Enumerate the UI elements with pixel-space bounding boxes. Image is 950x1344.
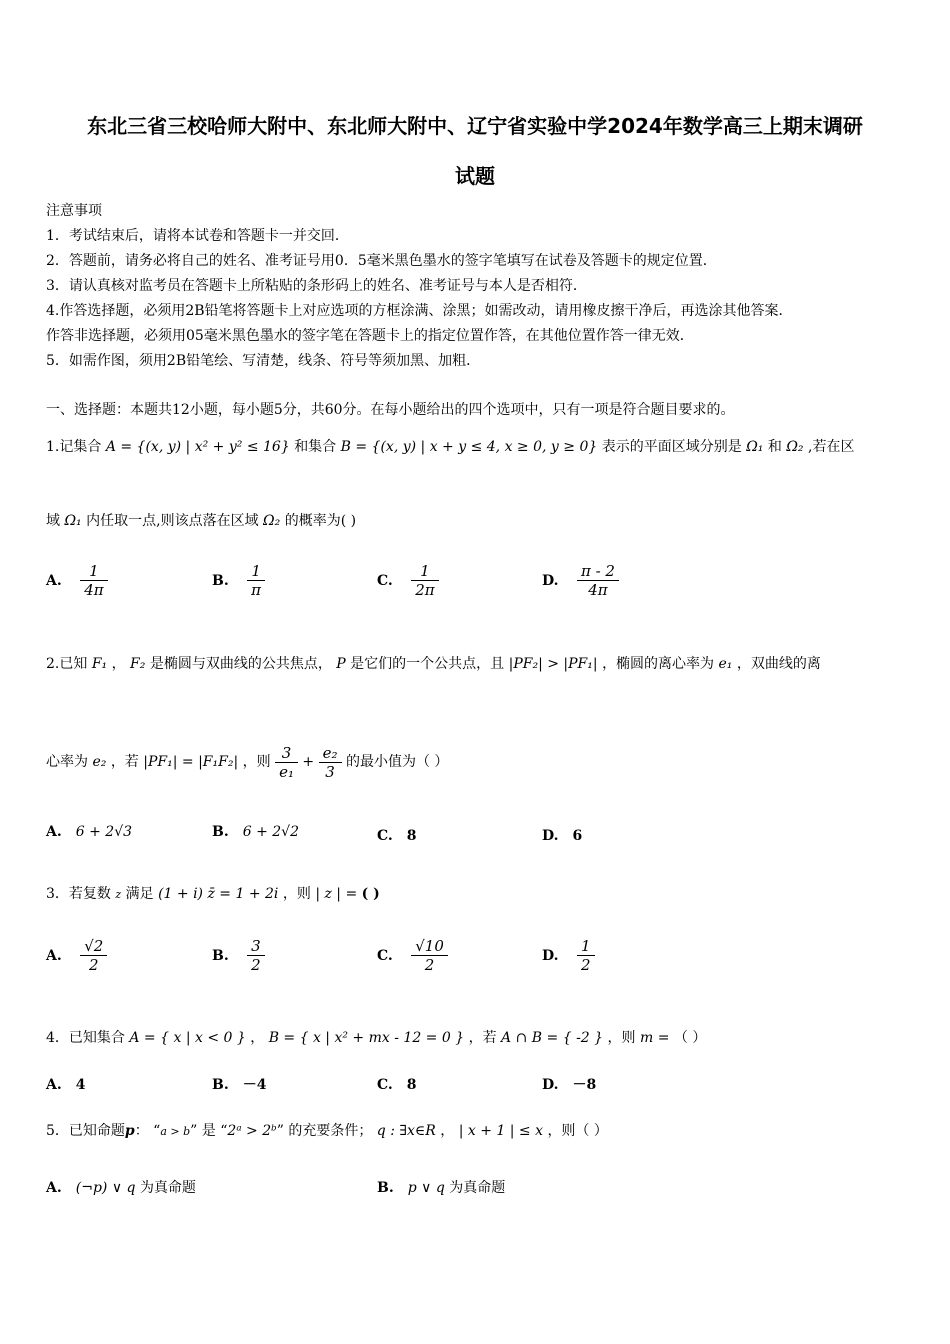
- q1-option-b: [212, 562, 265, 599]
- q2-point: P: [336, 656, 346, 672]
- q1-line2c: 的概率为( ): [284, 513, 357, 529]
- q5-option-b: [377, 1178, 505, 1198]
- q3-equation: (1 + i) z̄ = 1 + 2i: [158, 886, 279, 902]
- option-label: A.: [46, 572, 62, 589]
- q2-p4: ，椭圆的离心率为: [602, 656, 715, 672]
- fraction-num: 1: [420, 562, 430, 580]
- q2-p2: 是椭圆与双曲线的公共焦点，: [149, 656, 332, 672]
- q1-prefix: 1.记集合: [46, 439, 102, 455]
- q2-p5: ，双曲线的离: [736, 656, 821, 672]
- option-text: 6 + 2√3: [75, 824, 133, 840]
- q2-f1: F₁: [91, 656, 108, 672]
- q2-l2d: 的最小值为（ ）: [345, 754, 449, 770]
- q2-option-c: [377, 826, 417, 846]
- option-label: A.: [46, 824, 62, 840]
- fraction: [275, 744, 298, 781]
- q2-option-b: [212, 822, 299, 842]
- fraction-den: 2: [251, 956, 261, 974]
- q4-option-c: [377, 1075, 417, 1095]
- question-4: [46, 1028, 706, 1048]
- q1-omega1-b: Ω₁: [64, 513, 82, 529]
- question-1-line2: [46, 511, 356, 531]
- q5-p2: 的充要条件；: [288, 1123, 373, 1139]
- fraction-num: 1: [580, 937, 591, 955]
- fraction: [411, 937, 448, 974]
- q2-l2b: ，若: [110, 754, 139, 770]
- q3-option-c: [377, 937, 448, 974]
- q5-option-a: [46, 1178, 196, 1198]
- option-text: 4: [75, 1077, 86, 1093]
- exam-title-line2: 试题: [455, 164, 495, 188]
- option-label: B.: [212, 824, 229, 840]
- q1-tail: 表示的平面区域分别是: [601, 439, 742, 455]
- q2-l2c: ，则: [242, 754, 271, 770]
- notice-item-1: 1．考试结束后，请将本试卷和答题卡一并交回．: [46, 228, 349, 244]
- q4-intersection: A ∩ B = { -2 }: [501, 1030, 604, 1046]
- q2-plus: +: [302, 754, 315, 770]
- q5-lq2: “: [220, 1123, 228, 1139]
- option-label: C.: [377, 572, 393, 589]
- q5-p1: 5．已知命题: [46, 1123, 125, 1139]
- option-label: A.: [46, 1180, 62, 1196]
- option-text: 8: [406, 1077, 417, 1093]
- option-label: D.: [542, 1077, 559, 1093]
- question-3: [46, 884, 380, 905]
- fraction-den: 2: [424, 956, 435, 974]
- option-label: C.: [377, 828, 393, 844]
- q3-p2: 满足: [125, 886, 154, 902]
- q4-p1: 4．已知集合: [46, 1030, 125, 1046]
- q4-set-b: B = { x | x² + mx - 12 = 0 }: [268, 1030, 465, 1046]
- q4-option-b: [212, 1075, 266, 1095]
- fraction: [247, 937, 265, 974]
- option-text: －8: [572, 1077, 597, 1093]
- q1-set-b: B = {(x, y) | x + y ≤ 4, x ≥ 0, y ≥ 0}: [340, 439, 598, 455]
- fraction-num: 1: [89, 562, 99, 580]
- q3-p3: ，则: [282, 886, 311, 902]
- q1-mid: 和集合: [294, 439, 337, 455]
- fraction-den: 2: [580, 956, 591, 974]
- question-1: [46, 437, 854, 457]
- option-label: C.: [377, 947, 393, 964]
- q5-ab: a > b: [160, 1125, 191, 1138]
- q5-rq1: ”: [190, 1123, 198, 1139]
- q2-e2: e₂: [92, 754, 107, 770]
- fraction-den: 4π: [84, 581, 104, 599]
- q1-option-d: [542, 562, 619, 599]
- q4-p3: ，则: [607, 1030, 636, 1046]
- option-label: D.: [542, 947, 559, 964]
- q2-e1: e₁: [718, 656, 733, 672]
- section-heading: 一、选择题：本题共12小题，每小题5分，共60分。在每小题给出的四个选项中，只有一项是符合题目要求的。: [46, 402, 735, 418]
- question-5: [46, 1121, 608, 1142]
- q4-p2: ，若: [468, 1030, 497, 1046]
- option-label: A.: [46, 947, 62, 964]
- q3-p4: ( ): [361, 886, 380, 902]
- option-text: －4: [242, 1077, 267, 1093]
- q2-option-a: [46, 822, 132, 842]
- fraction-num: 3: [281, 743, 292, 762]
- notice-item-2: 2．答题前，请务必将自己的姓名、准考证号用0．5毫米黑色墨水的签字笔填写在试卷及答题卡的规定位置．: [46, 253, 717, 269]
- fraction-den: π: [251, 581, 262, 599]
- q1-omega1: Ω₁: [746, 439, 764, 455]
- q5-is: 是: [201, 1123, 216, 1139]
- q2-f2: F₂: [130, 656, 146, 672]
- q1-option-c: [377, 562, 439, 599]
- fraction: [577, 937, 595, 974]
- q5-lq1: “: [153, 1123, 161, 1139]
- exam-title: 东北三省三校哈师大附中、东北师大附中、辽宁省实验中学2024年数学高三上期末调研: [87, 114, 863, 138]
- q5-p: p: [124, 1123, 135, 1139]
- fraction-den: 2: [88, 956, 99, 974]
- q2-comma: ，: [111, 656, 126, 672]
- q5-p3: ，则（ ）: [547, 1123, 608, 1139]
- option-label: B.: [212, 572, 229, 589]
- option-label: D.: [542, 828, 559, 844]
- option-text: 6: [572, 828, 583, 844]
- q5-c: ，: [440, 1123, 455, 1139]
- q5-ineq: | x + 1 | ≤ x: [458, 1123, 543, 1139]
- notice-item-5: 5．如需作图，须用2B铅笔绘、写清楚，线条、符号等须加黑、加粗．: [46, 353, 481, 369]
- fraction-num: π - 2: [580, 562, 615, 580]
- option-text: 为真命题: [139, 1180, 196, 1196]
- question-2: [46, 654, 821, 674]
- fraction-num: √2: [84, 937, 104, 955]
- q1-line2a: 域: [46, 513, 60, 529]
- q5-pow: 2ᵃ > 2ᵇ: [227, 1123, 277, 1139]
- option-label: B.: [212, 1077, 229, 1093]
- q4-c1: ，: [250, 1030, 265, 1046]
- fraction: [319, 744, 342, 781]
- q4-p4: （ ）: [673, 1030, 707, 1046]
- option-label: A.: [46, 1077, 62, 1093]
- fraction: [247, 562, 265, 599]
- option-label: B.: [212, 947, 229, 964]
- fraction-den: e₁: [279, 762, 294, 781]
- notice-item-3: 3．请认真核对监考员在答题卡上所粘贴的条形码上的姓名、准考证号与本人是否相符．: [46, 278, 587, 294]
- fraction-den: 2π: [415, 581, 435, 599]
- q1-omega2: Ω₂: [786, 439, 804, 455]
- q2-p1: 2.已知: [46, 656, 88, 672]
- option-expr: (¬p) ∨ q: [75, 1180, 136, 1196]
- q1-option-a: [46, 562, 108, 599]
- q2-option-d: [542, 826, 582, 846]
- q4-set-a: A = { x | x < 0 }: [129, 1030, 246, 1046]
- fraction-num: 1: [251, 562, 261, 580]
- option-expr: p ∨ q: [407, 1180, 445, 1196]
- q3-abs: | z | =: [315, 886, 358, 902]
- fraction-den: 4π: [588, 581, 608, 599]
- notice-heading: 注意事项: [46, 203, 102, 219]
- q2-equation: |PF₁| = |F₁F₂|: [143, 754, 239, 770]
- q2-condition: |PF₂| > |PF₁|: [508, 656, 598, 672]
- fraction: [80, 937, 107, 974]
- q1-and: 和: [767, 439, 782, 455]
- q3-option-b: [212, 937, 265, 974]
- notice-item-4b: 作答非选择题，必须用05毫米黑色墨水的签字笔在答题卡上的指定位置作答，在其他位置作答一律无效．: [46, 328, 694, 344]
- q4-option-a: [46, 1075, 86, 1095]
- question-2-line2: [46, 734, 448, 790]
- q1-omega2-b: Ω₂: [263, 513, 281, 529]
- q2-l2a: 心率为: [46, 754, 88, 770]
- fraction-num: 3: [251, 937, 261, 955]
- q3-option-a: [46, 937, 107, 974]
- q1-line2b: 内任取一点,则该点落在区域: [86, 513, 259, 529]
- q5-colon: ：: [134, 1123, 149, 1139]
- q4-option-d: [542, 1075, 596, 1095]
- fraction-den: 3: [325, 762, 335, 781]
- option-label: D.: [542, 572, 559, 589]
- option-text: 6 + 2√2: [242, 824, 299, 840]
- fraction-num: √10: [415, 937, 444, 955]
- q1-tail2: ,若在区: [808, 439, 855, 455]
- notice-item-4: 4.作答选择题，必须用2B铅笔将答题卡上对应选项的方框涂满、涂黑；如需改动，请用橡皮擦干净后，再选涂其他答案．: [46, 303, 793, 319]
- q4-m: m =: [639, 1030, 670, 1046]
- q5-q: q : ∃x∈R: [376, 1123, 436, 1139]
- option-label: B.: [377, 1180, 394, 1196]
- q3-option-d: [542, 937, 595, 974]
- fraction: [411, 562, 438, 599]
- fraction: [80, 562, 107, 599]
- option-text: 8: [406, 828, 417, 844]
- fraction-num: e₂: [322, 743, 338, 762]
- q1-set-a: A = {(x, y) | x² + y² ≤ 16}: [105, 439, 290, 455]
- option-text: 为真命题: [449, 1180, 506, 1196]
- q2-p3: 是它们的一个公共点，且: [350, 656, 505, 672]
- q3-p1: 3．若复数: [46, 886, 111, 902]
- q5-rq2: ”: [276, 1123, 284, 1139]
- q3-z: z: [115, 888, 122, 901]
- option-label: C.: [377, 1077, 393, 1093]
- fraction: [577, 562, 619, 599]
